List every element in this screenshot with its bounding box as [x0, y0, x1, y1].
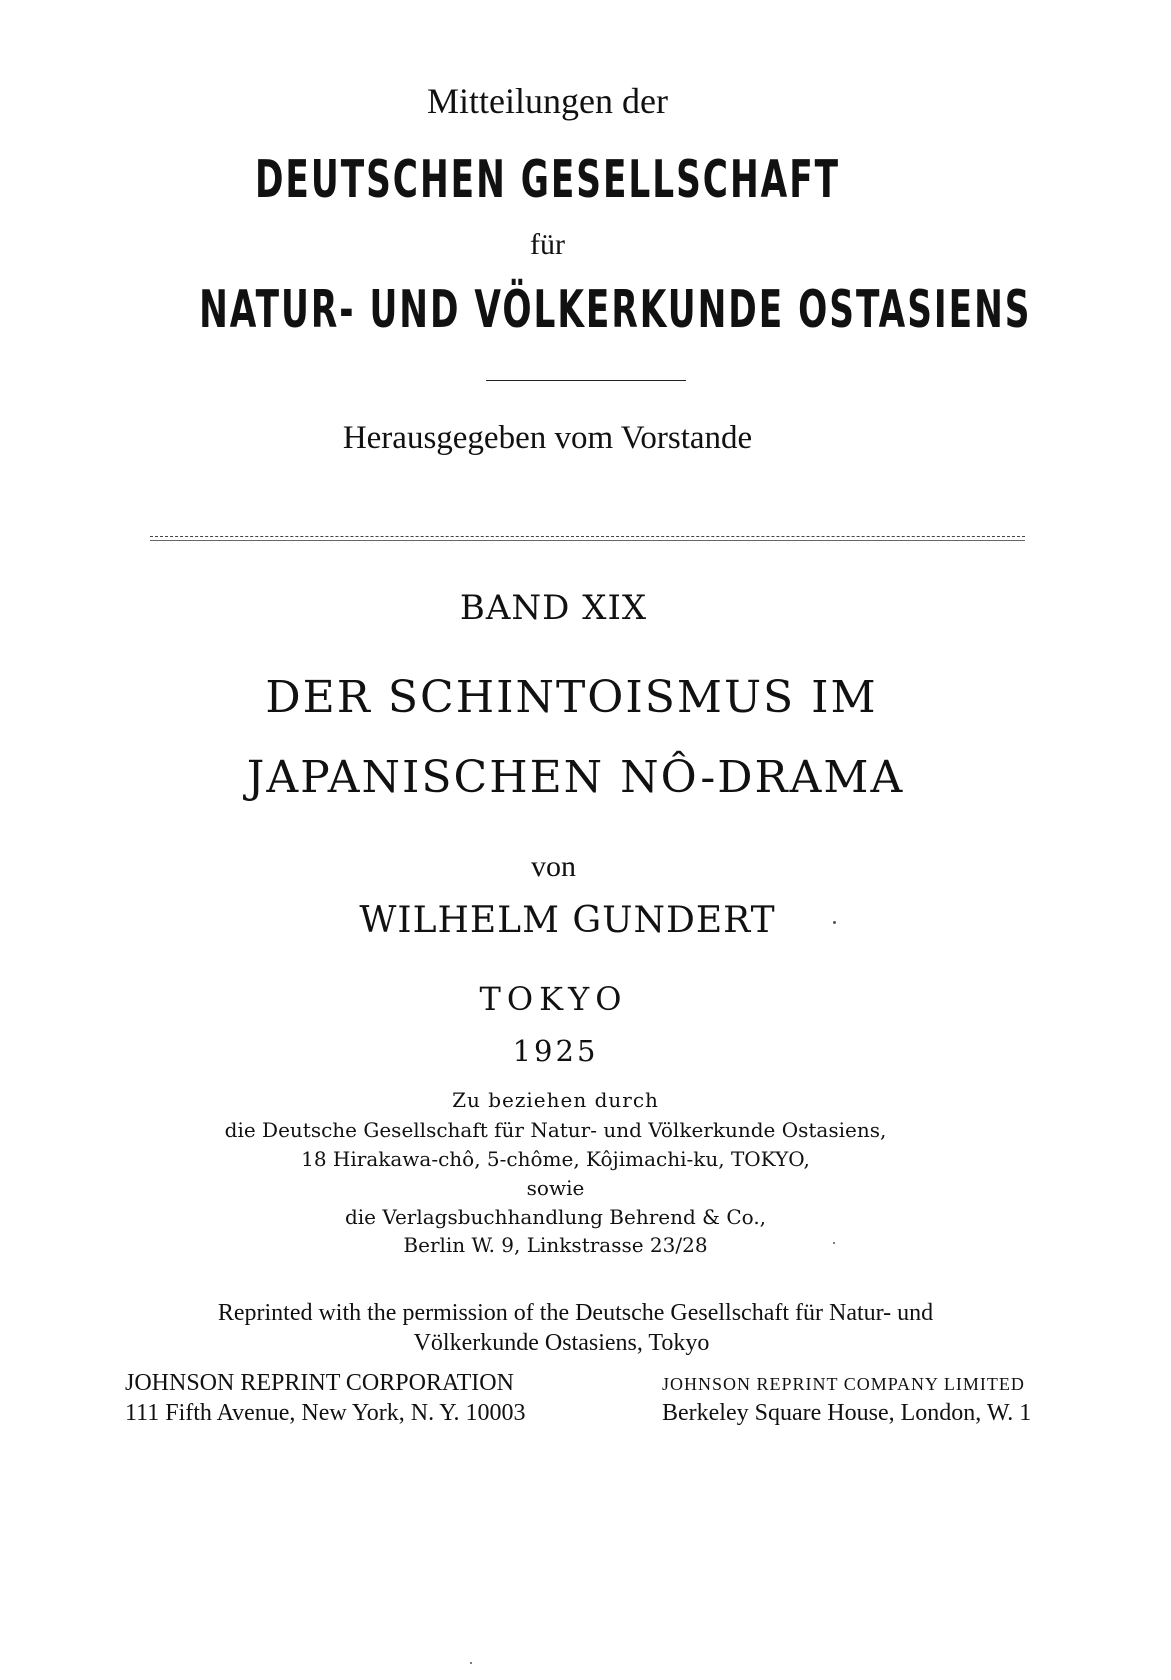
volume-number: BAND XIX [459, 588, 648, 628]
distribution-society: die Deutsche Gesellschaft für Natur- und Völkerkunde Ostasiens, [224, 1118, 887, 1142]
society-name-line1: DEUTSCHEN GESELLSCHAFT [254, 150, 841, 210]
book-title-line2: JAPANISCHEN NÔ-DRAMA [246, 752, 905, 803]
long-rule-divider [150, 536, 1025, 541]
us-publisher-name: JOHNSON REPRINT CORPORATION [125, 1370, 514, 1396]
reprint-notice-line2: Völkerkunde Ostasiens, Tokyo [413, 1330, 710, 1356]
editor-line: Herausgegeben vom Vorstande [342, 420, 753, 456]
distribution-and: sowie [526, 1176, 585, 1200]
publication-city: TOKYO [479, 980, 628, 1018]
us-publisher-address: 111 Fifth Avenue, New York, N. Y. 10003 [125, 1400, 526, 1426]
print-speck [833, 1242, 835, 1244]
publication-year: 1925 [512, 1034, 599, 1068]
author-name: WILHELM GUNDERT [359, 900, 776, 941]
uk-publisher-address: Berkeley Square House, London, W. 1 [662, 1400, 1032, 1426]
society-name-line2: NATUR- UND VÖLKERKUNDE OSTASIENS [199, 280, 1032, 340]
print-speck [470, 1662, 472, 1664]
uk-publisher-name: JOHNSON REPRINT COMPANY LIMITED [662, 1374, 1025, 1394]
series-intro: Mitteilungen der [427, 81, 668, 121]
reprint-notice-line1: Reprinted with the permission of the Deutsche Gesellschaft für Natur- und [217, 1300, 934, 1326]
short-rule-divider [486, 380, 686, 381]
distribution-address: 18 Hirakawa-chô, 5-chôme, Kôjimachi-ku, TOKYO, [301, 1147, 810, 1171]
fuer-connector: für [530, 228, 565, 261]
distribution-publisher: die Verlagsbuchhandlung Behrend & Co., [344, 1205, 767, 1229]
print-speck [833, 921, 836, 924]
by-connector: von [531, 850, 576, 883]
distribution-intro: Zu beziehen durch [452, 1088, 659, 1112]
book-title-line1: DER SCHINTOISMUS IM [265, 672, 878, 723]
distribution-publisher-address: Berlin W. 9, Linkstrasse 23/28 [403, 1233, 708, 1257]
